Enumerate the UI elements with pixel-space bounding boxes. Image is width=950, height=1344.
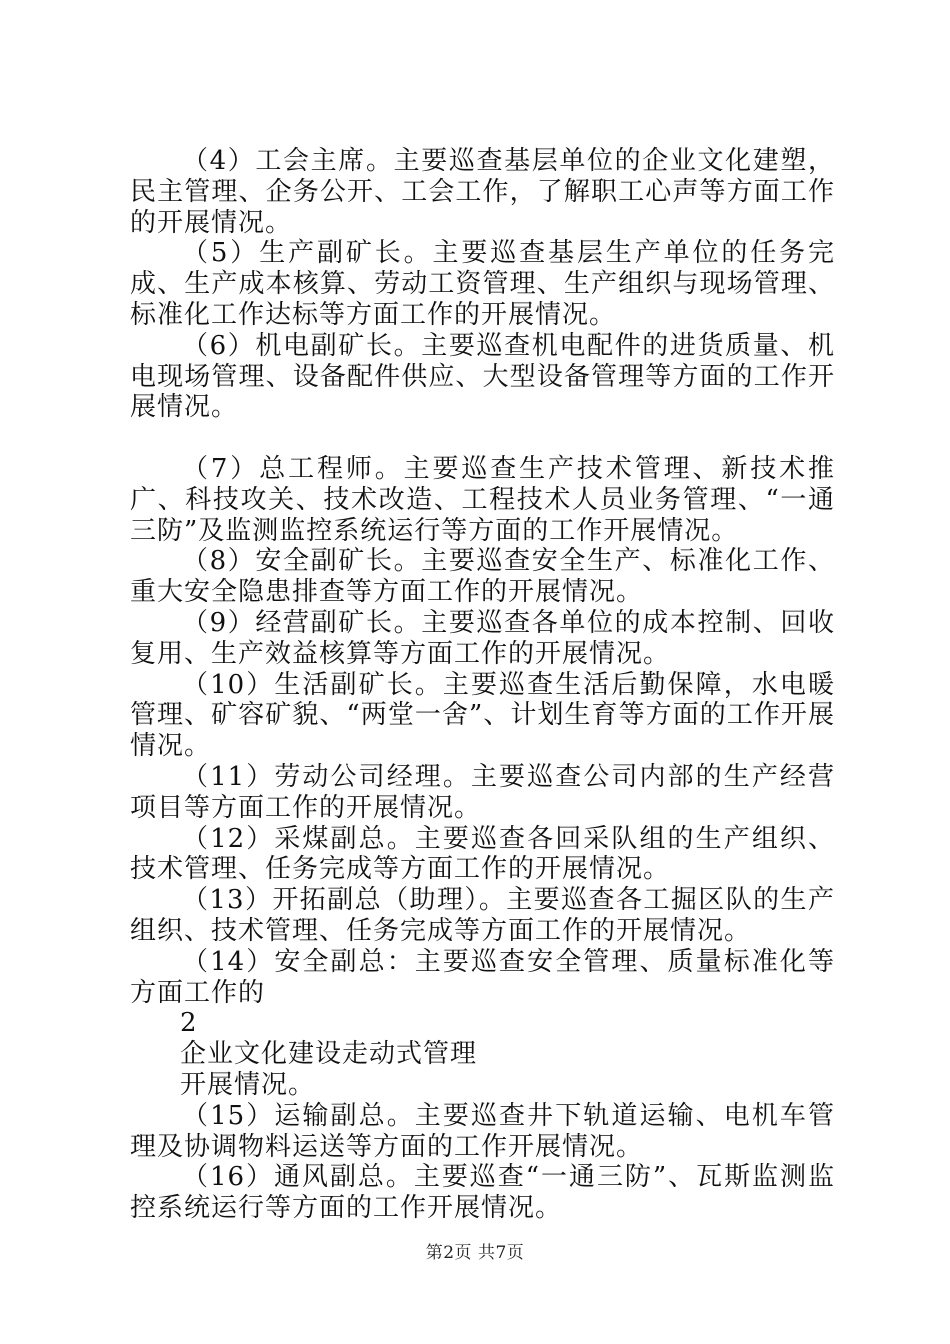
page-footer: 第2页 共7页 (425, 1243, 525, 1263)
paragraph-logistics-deputy: （10）生活副矿长。主要巡查生活后勤保障，水电暖管理、矿容矿貌、“两堂一舍”、计划生育等方面的工作开展情况。 (130, 669, 835, 762)
document-body (130, 146, 835, 1224)
paragraph-ventilation-deputy-chief: （16）通风副总。主要巡查“一通三防”、瓦斯监测监控系统运行等方面的工作开展情况。 (130, 1162, 835, 1224)
paragraph-production-deputy: （5）生产副矿长。主要巡查基层生产单位的任务完成、生产成本核算、劳动工资管理、生产组织与现场管理、标准化工作达标等方面工作的开展情况。 (130, 238, 835, 330)
paragraph-transport-deputy-chief: （15）运输副总。主要巡查井下轨道运输、电机车管理及协调物料运送等方面的工作开展情况。 (130, 1100, 835, 1162)
paragraph-development-deputy-chief: （13）开拓副总（助理）。主要巡查各工掘区队的生产组织、技术管理、任务完成等方面工作的开展情况。 (130, 885, 835, 946)
paragraph-union-chairman: （4）工会主席。主要巡查基层单位的企业文化建塑，民主管理、企务公开、工会工作，了解职工心声等方面工作的开展情况。 (130, 146, 835, 238)
paragraph-electromechanical-deputy: （6）机电副矿长。主要巡查机电配件的进货质量、机电现场管理、设备配件供应、大型设备管理等方面的工作开展情况。 (130, 330, 835, 423)
embedded-page-number: 2 (180, 1008, 198, 1039)
paragraph-safety-deputy-chief: （14）安全副总：主要巡查安全管理、质量标准化等方面工作的 (130, 946, 835, 1008)
paragraph-safety-deputy: （8）安全副矿长。主要巡查安全生产、标准化工作、重大安全隐患排查等方面工作的开展情况。 (130, 546, 835, 608)
paragraph-coal-mining-deputy-chief: （12）采煤副总。主要巡查各回采队组的生产组织、技术管理、任务完成等方面工作的开展情况。 (130, 823, 835, 885)
paragraph-operations-deputy: （9）经营副矿长。主要巡查各单位的成本控制、回收复用、生产效益核算等方面工作的开展情况。 (130, 607, 835, 669)
embedded-header-title: 企业文化建设走动式管理 (180, 1039, 478, 1070)
continuation-text: 开展情况。 (180, 1069, 316, 1100)
paragraph-labor-company-manager: （11）劳动公司经理。主要巡查公司内部的生产经营项目等方面工作的开展情况。 (130, 761, 835, 823)
paragraph-chief-engineer: （7）总工程师。主要巡查生产技术管理、新技术推广、科技攻关、技术改造、工程技术人员业务管理、“一通三防”及监测监控系统运行等方面的工作开展情况。 (130, 453, 835, 546)
